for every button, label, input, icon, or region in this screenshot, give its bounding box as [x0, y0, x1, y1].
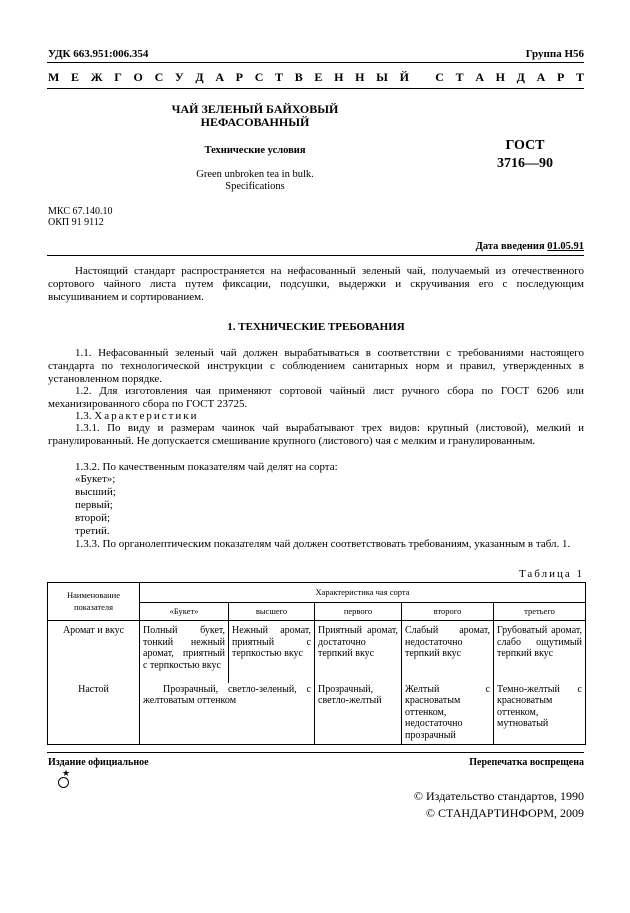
official-edition: Издание официальное [48, 757, 149, 768]
banner-letter: Т [575, 70, 584, 84]
paragraph-1-3-3: 1.3.3. По органолептическим показателям чай должен соответствовать требованиям, указанным в табл. 1. [75, 538, 571, 550]
interstate-standard-banner [48, 70, 584, 85]
banner-letter: М [48, 70, 60, 84]
gost-label: ГОСТ [505, 138, 545, 153]
table-cell: Слабый аромат, недостаточно терпкий вкус [402, 621, 494, 683]
okp-code: ОКП 91 9112 [48, 217, 104, 228]
table-cell: Прозрачный, светло-желтый [315, 683, 402, 745]
table-cell: Полный букет, тонкий нежный аромат, приятный с терпкостью вкус [140, 621, 229, 683]
english-title [120, 169, 390, 193]
english-title-line-1: Green unbroken tea in bulk. [196, 169, 314, 180]
grade-header-first: первого [315, 603, 402, 621]
grade-header-buket: «Букет» [140, 603, 229, 621]
introduction-date [476, 241, 584, 252]
table-row [48, 683, 586, 745]
banner-letter: А [536, 70, 546, 84]
banner-letter: А [215, 70, 224, 84]
banner-letter: Т [275, 70, 284, 84]
banner-letter: Т [455, 70, 464, 84]
banner-letter: С [154, 70, 164, 84]
table-cell: Желтый с красноватым оттенком, недостаточно прозрачный [402, 683, 494, 745]
banner-letter: О [133, 70, 143, 84]
paragraph-1-3-text: Характеристики [94, 410, 199, 422]
banner-letter: Р [235, 70, 244, 84]
gost-number: 3716—90 [497, 156, 553, 171]
table-row [48, 621, 586, 683]
table-cell: Темно-желтый с красноватым оттенком, мутноватый [494, 683, 586, 745]
paragraph-1-3-1: 1.3.1. По виду и размерам чаинок чай вырабатывают трех видов: крупный (листовой), мелкий и гранулированный. Не допускается смешивание крупного (листового) чая с мелким и гранулированным. [48, 422, 584, 447]
grade-header-third: третьего [494, 603, 586, 621]
circle-icon [58, 777, 69, 788]
row-name-infusion: Настой [48, 683, 140, 745]
banner-letter: Н [355, 70, 365, 84]
table-cell: Грубоватый аромат, слабо ощутимый терпкий вкус [494, 621, 586, 683]
paragraph-1-3-number: 1.3. [75, 410, 92, 422]
banner-letter: С [435, 70, 444, 84]
gost-designation [470, 137, 580, 173]
banner-letter: С [254, 70, 264, 84]
banner-letter: Е [314, 70, 323, 84]
group-code: Группа Н56 [525, 48, 584, 60]
banner-letter: Й [399, 70, 409, 84]
classification-codes [48, 206, 112, 228]
section-1-heading: 1. ТЕХНИЧЕСКИЕ ТРЕБОВАНИЯ [227, 321, 405, 333]
table-cell: Приятный аромат, достаточно терпкий вкус [315, 621, 402, 683]
paragraph-1-1: 1.1. Нефасованный зеленый чай должен вырабатываться в соответствии с требованиями настоящего стандарта по технологической инструкции с соблюдением санитарных норм и правил, утвержденных в установленном порядке. [48, 347, 584, 385]
grade-header-highest: высшего [229, 603, 315, 621]
banner-letter [421, 70, 424, 85]
banner-letter: Д [195, 70, 204, 84]
banner-letter: У [174, 70, 184, 84]
banner-letter: Е [71, 70, 80, 84]
banner-letter: Ж [90, 70, 103, 84]
date-label: Дата введения [475, 241, 545, 252]
banner-letter: В [294, 70, 303, 84]
grade-item: второй; [75, 512, 111, 524]
udk-code: УДК 663.951:006.354 [48, 48, 149, 60]
copyright-publisher: © Издательство стандартов, 1990 [413, 789, 584, 803]
english-title-line-2: Specifications [225, 181, 285, 192]
banner-letter: Д [516, 70, 525, 84]
grade-item: высший; [75, 486, 116, 498]
table-1-caption: Таблица 1 [518, 568, 584, 580]
date-value: 01.05.91 [547, 241, 584, 252]
star-icon: ★ [62, 768, 71, 778]
table-cell: Нежный аромат, приятный с терпкостью вкус [229, 621, 315, 683]
reprint-prohibited: Перепечатка воспрещена [469, 757, 584, 768]
title-line-1: ЧАЙ ЗЕЛЕНЫЙ БАЙХОВЫЙ [171, 102, 339, 116]
table-cell-merged: Прозрачный, светло-зеленый, с желтоватым оттенком [140, 683, 315, 745]
header-rule-bottom [47, 88, 584, 89]
document-title [120, 103, 390, 129]
grade-header-second: второго [402, 603, 494, 621]
grade-item: первый; [75, 499, 113, 511]
paragraph-1-2: 1.2. Для изготовления чая применяют сортовой чайный лист ручного сбора по ГОСТ 6206 или механизированного сбора по ГОСТ 23725. [48, 385, 584, 410]
table-1 [47, 582, 586, 745]
paragraph-1-3-2: 1.3.2. По качественным показателям чай делят на сорта: [75, 461, 338, 473]
copyright-standartinform: © СТАНДАРТИНФОРМ, 2009 [425, 806, 584, 820]
footer-rule [47, 752, 584, 753]
date-rule [47, 255, 584, 256]
column-header-indicator: Наименование показателя [48, 583, 140, 621]
banner-letter: А [475, 70, 484, 84]
mks-code: МКС 67.140.10 [48, 206, 113, 217]
banner-letter: Г [114, 70, 122, 84]
banner-letter: Н [334, 70, 344, 84]
intro-paragraph: Настоящий стандарт распространяется на нефасованный зеленый чай, получаемый из отечественного сортового чайного листа путем фиксации, подсушки, выдержки и скручивания его с последующим высушиванием и сортированием. [48, 265, 584, 303]
column-group-header: Характеристика чая сорта [140, 583, 586, 603]
banner-letter: Н [495, 70, 505, 84]
grade-item: «Букет»; [75, 473, 116, 485]
grade-list [75, 473, 116, 538]
document-subtitle: Технические условия [204, 145, 306, 156]
row-name-aroma: Аромат и вкус [48, 621, 140, 683]
banner-letter: Р [556, 70, 565, 84]
title-line-2: НЕФАСОВАННЫЙ [200, 115, 310, 129]
banner-letter: Ы [376, 70, 388, 84]
grade-item: третий. [75, 525, 110, 537]
header-rule-top [47, 62, 584, 63]
